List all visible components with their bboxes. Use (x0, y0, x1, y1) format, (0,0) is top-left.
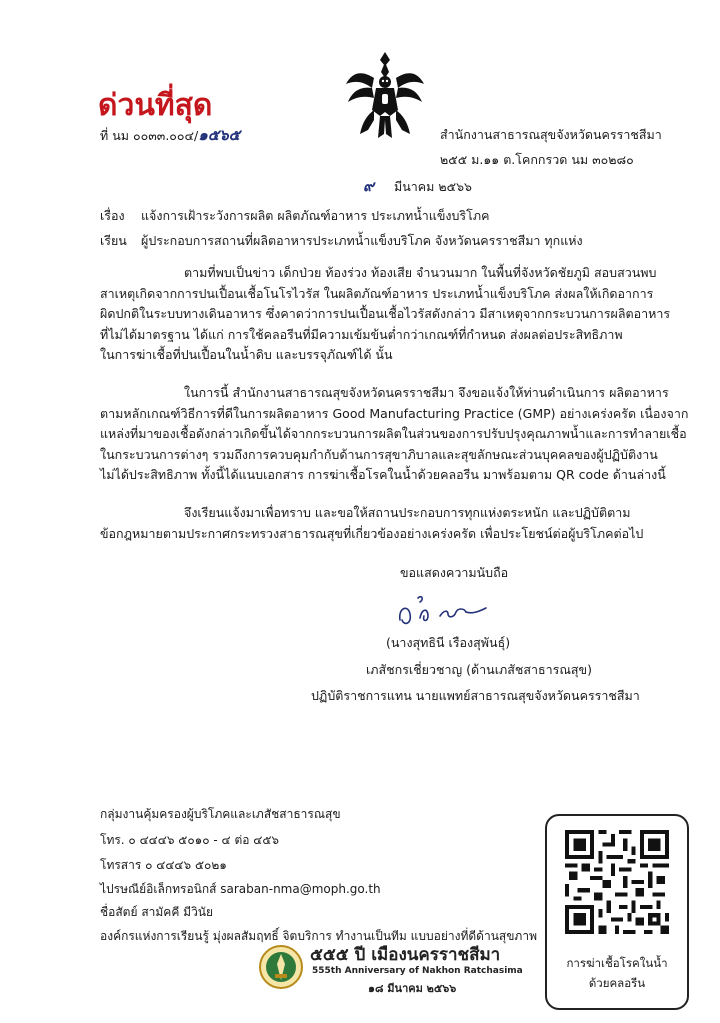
anniversary-date: ๑๘ มีนาคม ๒๕๖๖ (368, 982, 457, 995)
footer-telephone: โทร. ๐ ๔๔๔๖ ๕๐๑๐ - ๔ ต่อ ๔๕๖ (100, 833, 280, 847)
qr-code-card[interactable] (545, 814, 689, 1010)
body-line: ในการฆ่าเชื้อที่ปนเปื้อนในน้ำดิบ และบรรจุภัณฑ์ได้ นั้น (100, 347, 393, 362)
office-name: สำนักงานสาธารณสุขจังหวัดนครราชสีมา (440, 127, 662, 142)
body-paragraph-1 (100, 263, 671, 366)
footer-fax: โทรสาร ๐ ๔๔๔๖ ๕๐๒๑ (100, 858, 227, 872)
qr-caption: ด้วยคลอรีน (588, 976, 646, 990)
urgency-stamp: ด่วนที่สุด (98, 88, 213, 123)
body-line: ที่ไม่ได้มาตรฐาน ได้แก่ การใช้คลอรีนที่มีความเข้มข้นต่ำกว่าเกณฑ์ที่กำหนด ส่งผลต่อประสิทธิภาพ (100, 326, 623, 342)
recipient-line (100, 231, 583, 251)
document-number-handwritten: ๑๕๖๕ (198, 126, 240, 144)
subject-line (100, 206, 489, 226)
closing-regards: ขอแสดงความนับถือ (400, 565, 509, 580)
anniversary-english: 555th Anniversary of Nakhon Ratchasima (312, 966, 523, 976)
date-month-year: มีนาคม ๒๕๖๖ (394, 179, 472, 194)
subject-label: เรื่อง (100, 208, 125, 223)
signer-acting-title: ปฏิบัติราชการแทน นายแพทย์สาธารณสุขจังหวัดนครราชสีมา (311, 688, 640, 703)
body-line: ตามหลักเกณฑ์วิธีการที่ดีในการผลิตอาหาร Good Manufacturing Practice (GMP) อย่างเคร่งครัด เนื่องจาก (100, 405, 689, 421)
body-paragraph-2 (100, 383, 689, 486)
body-line: แหล่งที่มาของเชื้อดังกล่าวเกิดขึ้นได้จากกระบวนการผลิตในส่วนของการปรับปรุงคุณภาพน้ำและการทำลายเชื้อ (100, 426, 687, 441)
body-line: ไม่ได้ประสิทธิภาพ ทั้งนี้ได้แนบเอกสาร การฆ่าเชื้อโรคในน้ำด้วยคลอรีน มาพร้อมตาม QR code ด้านล่างนี้ (100, 467, 666, 482)
footer-values: ชื่อสัตย์ สามัคคี มีวินัย (100, 905, 214, 919)
document-number (100, 125, 240, 146)
body-line: ข้อกฎหมายตามประกาศกระทรวงสาธารณสุขที่เกี่ยวข้องอย่างเคร่งครัด เพื่อประโยชน์ต่อผู้บริโภคต่อไป (100, 525, 644, 541)
garuda-emblem-icon (344, 50, 426, 140)
document-number-prefix: ที่ นม ๐๐๓๓.๐๐๔/ (100, 128, 199, 143)
qr-code[interactable] (565, 830, 669, 934)
document-date (363, 176, 472, 197)
subject-text: แจ้งการเฝ้าระวังการผลิต ผลิตภัณฑ์อาหาร ประเภทน้ำแข็งบริโภค (141, 208, 490, 223)
body-line: ในกระบวนการต่างๆ รวมถึงการควบคุมกำกับด้านการสุขาภิบาลและสุขลักษณะส่วนบุคคลของผู้ปฏิบัติงาน (100, 446, 658, 462)
recipient-label: เรียน (100, 233, 127, 248)
footer-motto: องค์กรแห่งการเรียนรู้ มุ่งผลสัมฤทธิ์ จิตบริการ ทำงานเป็นทีม แบบอย่างที่ดีด้านสุขภาพ (100, 929, 537, 943)
body-line: จึงเรียนแจ้งมาเพื่อทราบ และขอให้สถานประกอบการทุกแห่งตระหนัก และปฏิบัติตาม (184, 505, 631, 520)
footer-department: กลุ่มงานคุ้มครองผู้บริโภคและเภสัชสาธารณสุข (100, 807, 341, 821)
body-line: สาเหตุเกิดจากการปนเปื้อนเชื้อโนโรไวรัส ในผลิตภัณฑ์อาหาร ประเภทน้ำแข็งบริโภค ส่งผลให้เกิดอาการ (100, 285, 654, 301)
signer-title: เภสัชกรเชี่ยวชาญ (ด้านเภสัชสาธารณสุข) (366, 662, 592, 677)
body-paragraph-3 (100, 503, 644, 544)
signature-mark (394, 590, 490, 630)
office-address: ๒๕๕ ม.๑๑ ต.โคกกรวด นม ๓๐๒๘๐ (440, 152, 634, 167)
anniversary-title: ๕๕๕ ปี เมืองนครราชสีมา (310, 945, 501, 965)
signer-name: (นางสุทธินี เรืองสุพันธุ์) (386, 635, 511, 650)
anniversary-emblem-icon (258, 944, 304, 990)
footer-email[interactable]: ไปรษณีย์อิเล็กทรอนิกส์ saraban-nma@moph.go.th (100, 882, 381, 896)
qr-caption: การฆ่าเชื้อโรคในน้ำ (566, 956, 668, 970)
body-line: ตามที่พบเป็นข่าว เด็กป่วย ท้องร่วง ท้องเสีย จำนวนมาก ในพื้นที่จังหวัดชัยภูมิ สอบสวนพบ (184, 265, 657, 280)
body-line: ในการนี้ สำนักงานสาธารณสุขจังหวัดนครราชสีมา จึงขอแจ้งให้ท่านดำเนินการ ผลิตอาหาร (184, 385, 669, 400)
body-line: ผิดปกติในระบบทางเดินอาหาร ซึ่งคาดว่าการปนเปื้อนเชื้อไวรัสดังกล่าว มีสาเหตุจากกระบวนการผลิตอาหาร (100, 306, 671, 321)
recipient-text: ผู้ประกอบการสถานที่ผลิตอาหารประเภทน้ำแข็งบริโภค จังหวัดนครราชสีมา ทุกแห่ง (141, 233, 583, 248)
date-day-handwritten: ๙ (363, 177, 374, 195)
